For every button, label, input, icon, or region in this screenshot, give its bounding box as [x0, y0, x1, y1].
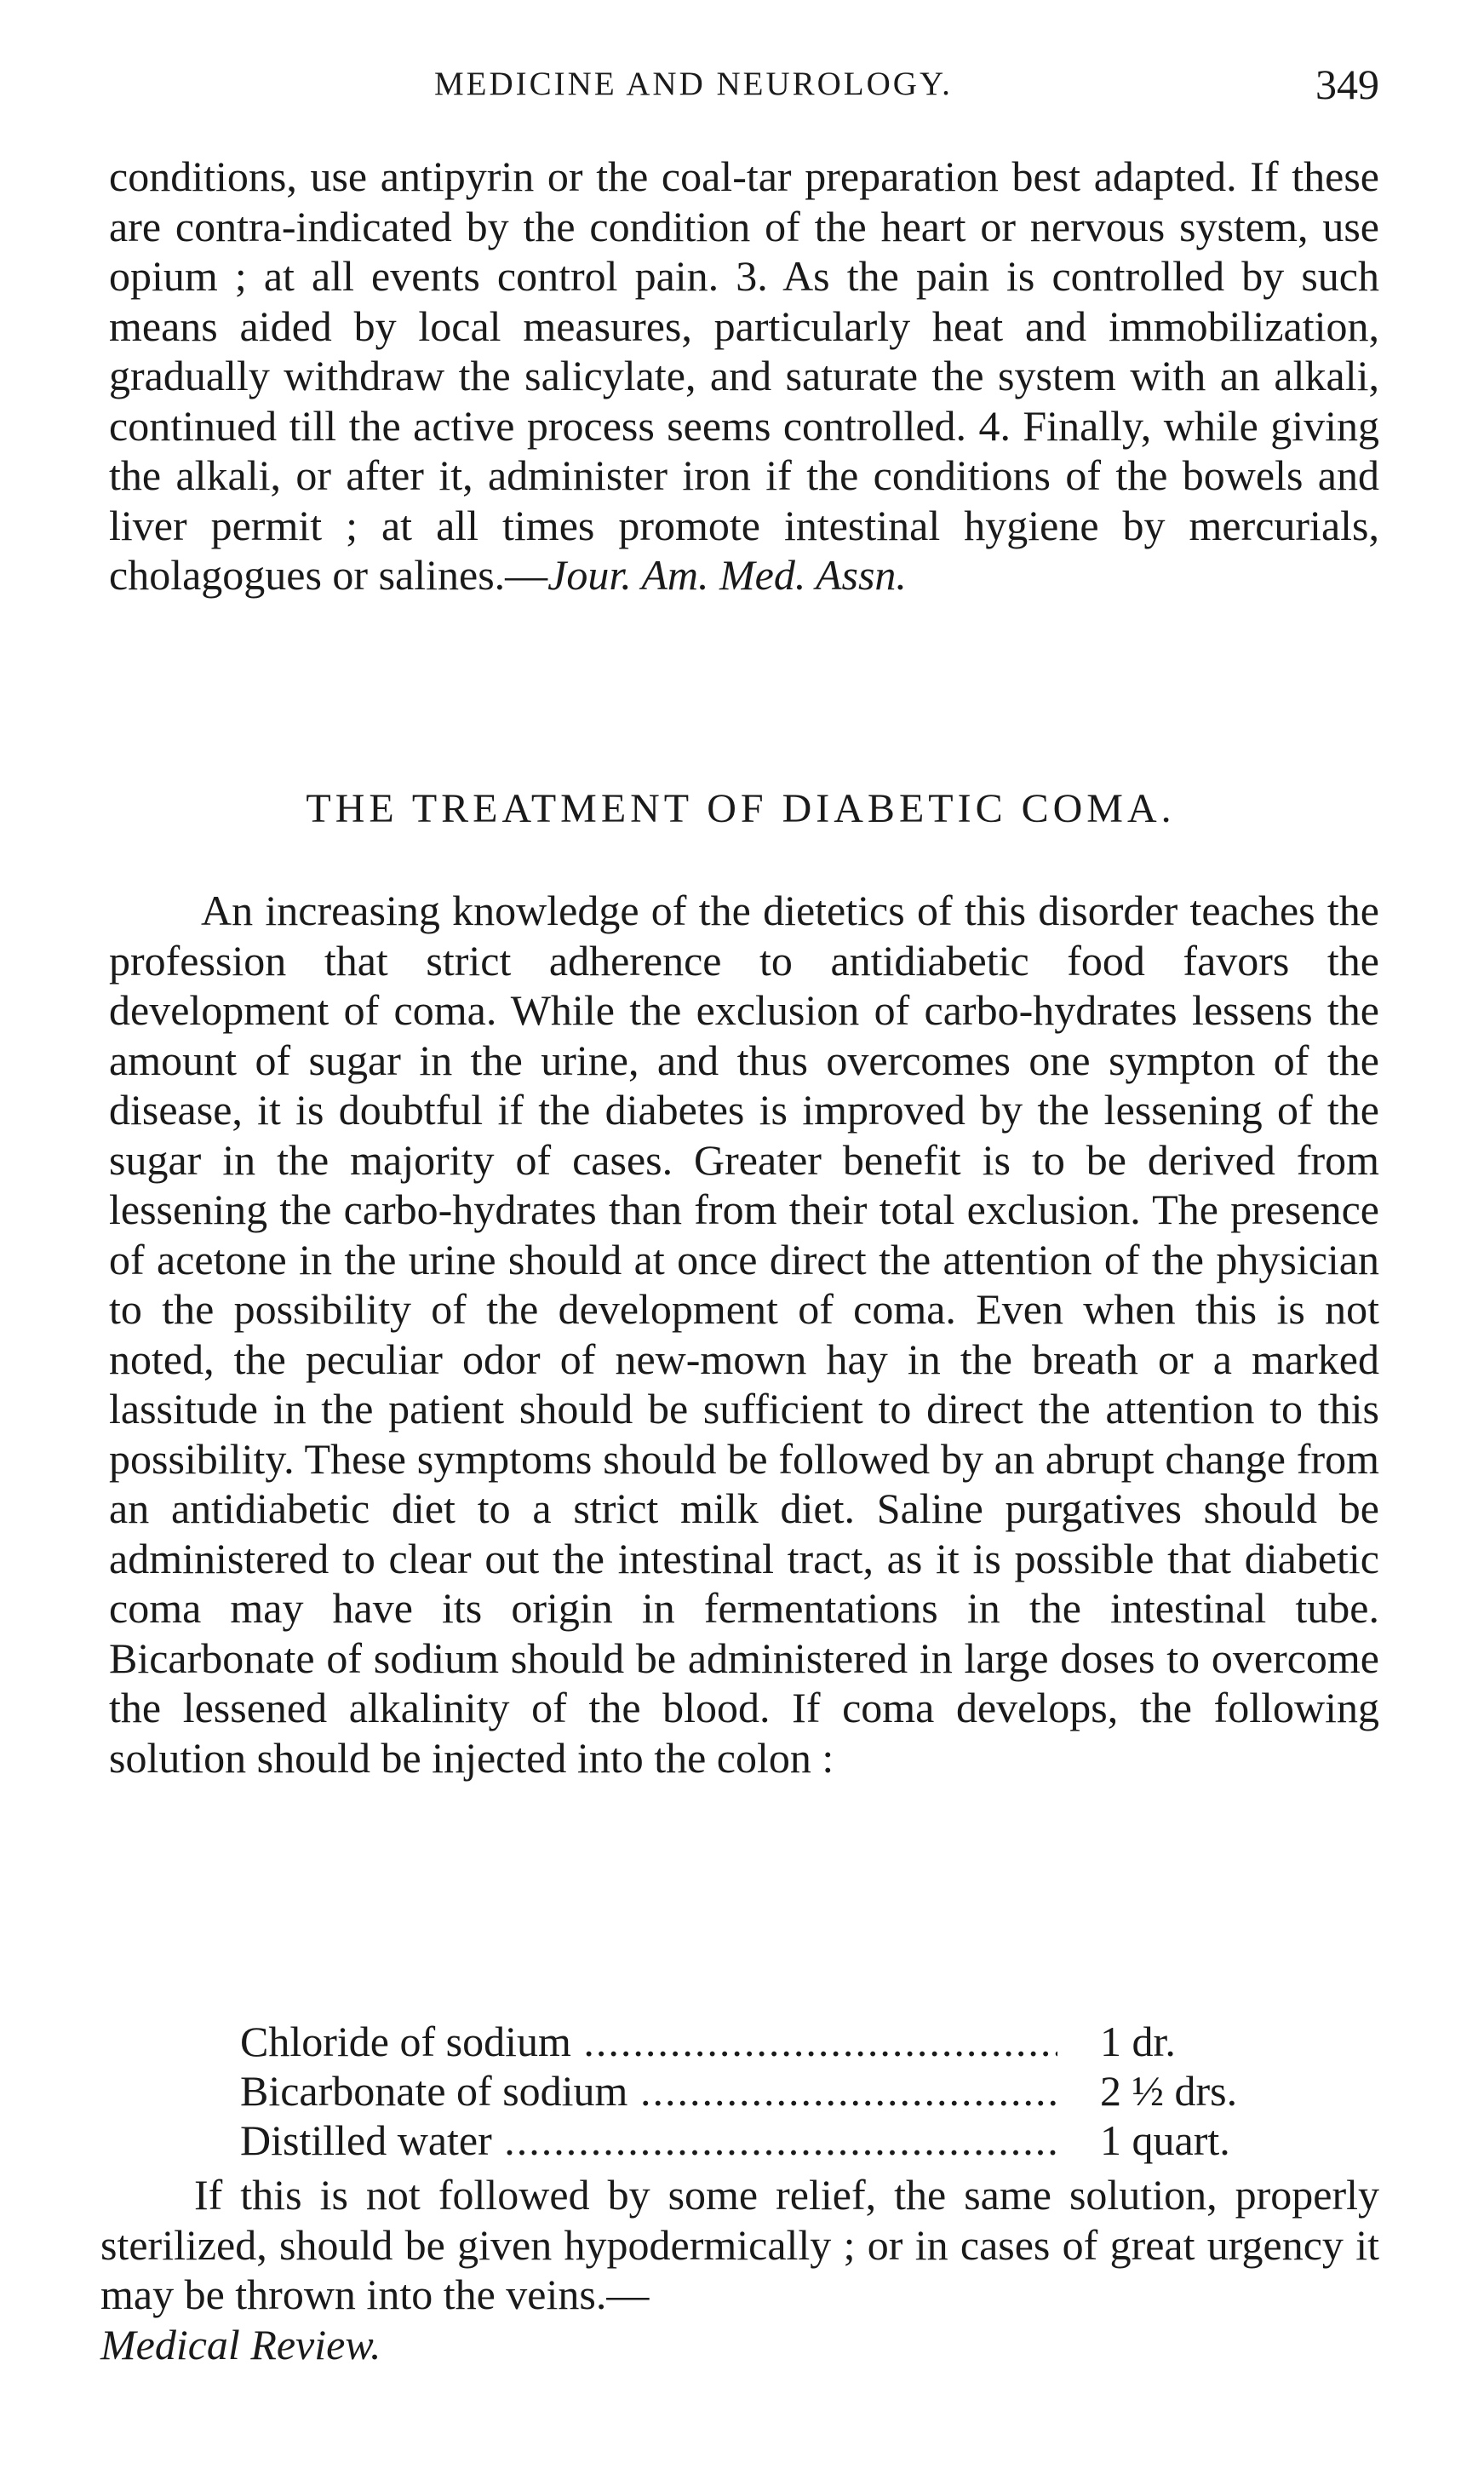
recipe-amount: 1 quart.	[1100, 2116, 1230, 2164]
citation: Jour. Am. Med. Assn.	[547, 551, 907, 599]
recipe-table	[240, 2017, 1347, 2165]
closing-paragraph	[100, 2170, 1379, 2369]
continued-paragraph-text: conditions, use antipyrin or the coal-tar preparation best adapted. If these are contra-indicated by the condition of the heart or nervous system, use opium ; at all events control pain. 3. As the pain is controlled by such means aided by local measures, particularly heat and immobilization, gradually withdraw the salicylate, and saturate the system with an alkali, continued till the active process seems controlled. 4. Finally, while giving the alkali, or after it, administer iron if the conditions of the bowels and liver permit ; at all times promote intestinal hygiene by mercurials, cholagogues or salines.—	[109, 152, 1379, 599]
continued-paragraph	[109, 152, 1379, 600]
section-heading: THE TREATMENT OF DIABETIC COMA.	[306, 786, 1176, 831]
recipe-row	[240, 2066, 1347, 2116]
recipe-amount: 2 ½ drs.	[1100, 2067, 1238, 2115]
section-paragraph: An increasing knowledge of the dietetics of this disorder teaches the profession that strict adherence to antidiabetic food favors the development of coma. While the exclusion of carbo-hydrates lessens the amount of sugar in the urine, and thus overcomes one sympton of the disease, it is doubtful if the diabetes is improved by the lessening of the sugar in the majority of cases. Greater benefit is to be derived from lessening the carbo-hydrates than from their total exclusion. The presence of acetone in the urine should at once direct the attention of the physician to the possibility of the development of coma. Even when this is not noted, the peculiar odor of new-mown hay in the breath or a marked lassitude in the patient should be sufficient to direct the attention to this possibility. These symptoms should be followed by an abrupt change from an antidiabetic diet to a strict milk diet. Saline purgatives should be administered to clear out the intestinal tract, as it is possible that diabetic coma may have its origin in fermentations in the intestinal tube. Bicarbonate of sodium should be administered in large doses to overcome the lessened alkalinity of the blood. If coma develops, the following solution should be injected into the colon :	[109, 887, 1379, 1782]
closing-citation: Medical Review.	[100, 2320, 381, 2368]
running-title: MEDICINE AND NEUROLOGY.	[434, 66, 953, 102]
closing-paragraph-text: If this is not followed by some relief, the same solution, properly sterilized, should be given hypodermically ; or in cases of great urgency it may be thrown into the veins.—	[100, 2171, 1379, 2318]
recipe-row	[240, 2017, 1347, 2066]
running-head	[102, 60, 1379, 119]
recipe-amount: 1 dr.	[1100, 2018, 1176, 2065]
recipe-ingredient: Bicarbonate of sodium .....	[240, 2066, 1057, 2116]
page-number: 349	[1315, 60, 1379, 108]
recipe-ingredient: Distilled water .....	[240, 2116, 1057, 2165]
recipe-ingredient: Chloride of sodium .....	[240, 2017, 1057, 2066]
recipe-row	[240, 2116, 1347, 2165]
